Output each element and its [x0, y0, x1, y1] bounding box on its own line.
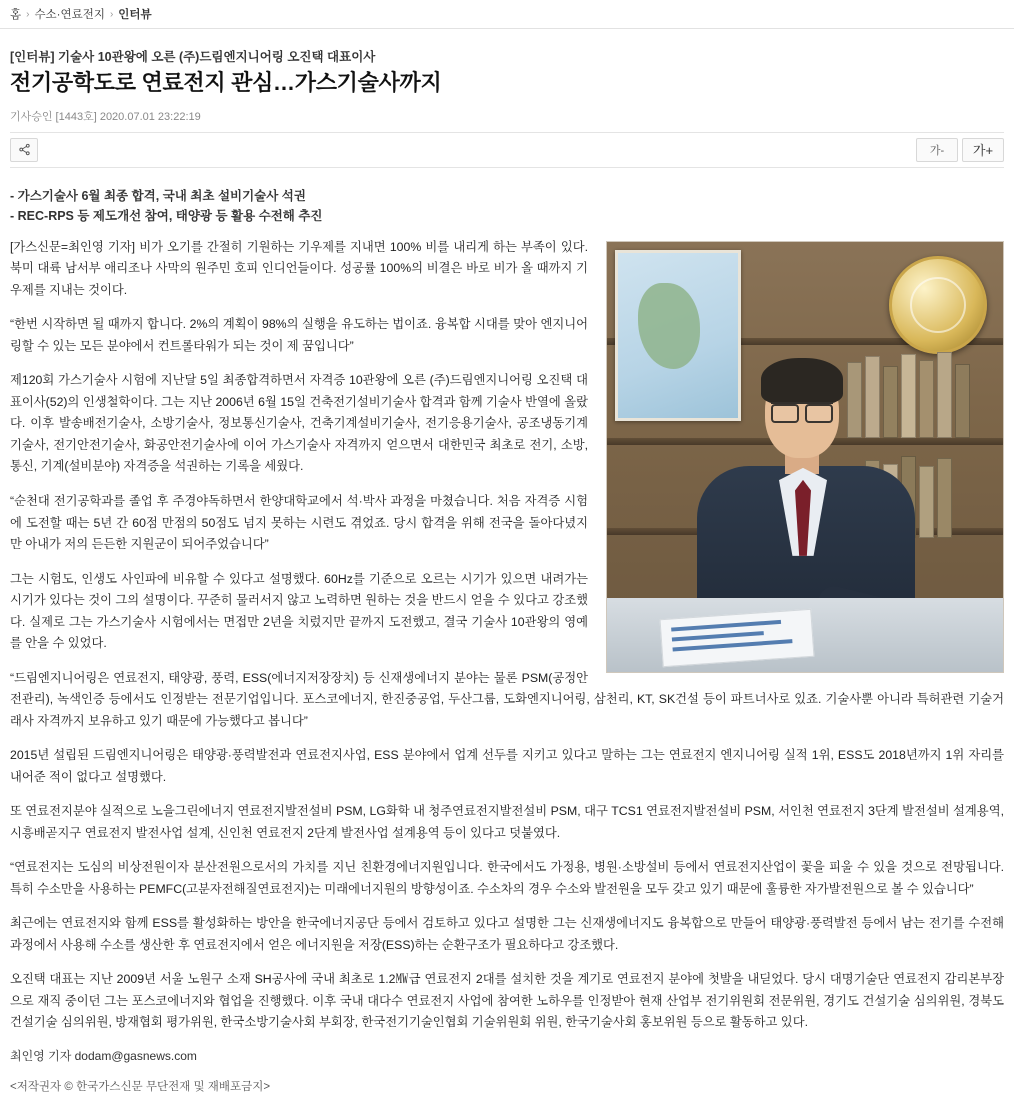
article-header	[0, 29, 1014, 124]
article-paragraph: 제120회 가스기술사 시험에 지난달 5일 최종합격하면서 자격증 10관왕에 오른 (주)드림엔지니어링 오진택 대표이사(52)의 인생철학이다. 그는 지난 2006년 6월 15일 건축전기설비기술사 합격과 함께 기술사 반열에 올랐다. 이후 발송배전기술사, 소방기술사, 정보통신기술사, 건축기계설비기술사, 전기응용기술사, 공조냉동기계기술사, 전기안전기술사, 화공안전기술사에 이어 가스기술사 자격까지 얻으면서 대한민국 최초로 전기, 소방, 통신, 기계(설비분야) 자격증을 석권하는 기록을 세웠다.	[10, 373, 588, 474]
article-paragraph: “연료전지는 도심의 비상전원이자 분산전원으로서의 가치를 지닌 친환경에너지원입니다. 한국에서도 가정용, 병원·소방설비 등에서 연료전지산업이 꽃을 피울 수 있을 것으로 전망됩니다. 특히 수소만을 사용하는 PEMFC(고분자전해질연료전지)는 미래에너지원의 방향성이죠. 수소차의 경우 수소와 발전원을 모두 갖고 있기 때문에 훌륭한 자가발전원으로 볼 수 있습니다”	[10, 860, 1004, 896]
font-decrease-button[interactable]: 가-	[916, 138, 958, 162]
article-photo-wrapper	[606, 241, 1004, 673]
breadcrumb-item-hydrogen-fuelcell[interactable]: 수소·연료전지	[34, 9, 105, 21]
page-title: 전기공학도로 연료전지 관심…가스기술사까지	[10, 70, 442, 95]
breadcrumb-item-interview[interactable]: 인터뷰	[118, 9, 152, 21]
share-icon	[18, 143, 31, 156]
photo-binder	[955, 364, 970, 438]
breadcrumb-separator-icon: ›	[26, 8, 30, 20]
article-body	[10, 237, 1004, 1034]
article-paragraph: 최근에는 연료전지와 함께 ESS를 활성화하는 방안을 한국에너지공단 등에서 검토하고 있다고 설명한 그는 신재생에너지도 융복합으로 만들어 태양광·풍력발전 등에서 남는 전기를 수전해 과정에서 사용해 수소를 생산한 후 연료전지에서 얻은 에너지원을 저장(ESS)하는 순환구조가 필요하다고 강조했다.	[10, 916, 1004, 952]
article-paragraph: “한번 시작하면 될 때까지 합니다. 2%의 계획이 98%의 실행을 유도하는 법이죠. 융복합 시대를 맞아 엔지니어링할 수 있는 모든 분야에서 컨트롤타워가 되는 것이 제 꿈입니다”	[10, 317, 588, 353]
breadcrumb-separator-icon: ›	[109, 8, 114, 20]
photo-binder	[937, 352, 952, 438]
breadcrumb-item-home[interactable]: 홈	[10, 9, 22, 21]
summary-line: - REC-RPS 등 제도개선 참여, 태양광 등 활용 수전해 추진	[10, 209, 323, 224]
article-paragraph: “드림엔지니어링은 연료전지, 태양광, 풍력, ESS(에너지저장장치) 등 신재생에너지 분야는 물론 PSM(공정안전관리), 녹색인증 등에서도 인정받는 전문기업입니다. 포스코에너지, 한진중공업, 두산그룹, 도화엔지니어링, 삼천리, KT, SK건설 등이 파트너사로 있죠. 기술사뿐 아니라 특허관련 기술거래사 자격까지 보유하고 있기 때문에 가능했다고 봅니다”	[10, 670, 1004, 728]
photo-award-plaque	[889, 256, 987, 354]
reporter-contact: 최인영 기자 dodam@gasnews.com	[10, 1048, 197, 1063]
article-photo	[606, 241, 1004, 673]
photo-document-line	[672, 631, 764, 641]
article-paragraph: [가스신문=최인영 기자] 비가 오기를 간절히 기원하는 기우제를 지내면 100% 비를 내리게 하는 부족이 있다. 북미 대륙 남서부 애리조나 사막의 원주민 호피 인디언들이다. 성공률 100%의 비결은 바로 비가 올 때까지 기우제를 지내는 것이다.	[10, 239, 588, 297]
article-toolbar	[10, 132, 1004, 168]
article-byline: 기사승인 [1443호] 2020.07.01 23:22:19	[10, 110, 201, 123]
breadcrumb	[0, 0, 1014, 29]
font-increase-button[interactable]: 가+	[962, 138, 1004, 162]
photo-document-line	[673, 639, 793, 651]
article-summary	[10, 186, 1004, 227]
article-paragraph: 2015년 설립된 드림엔지니어링은 태양광·풍력발전과 연료전지사업, ESS 분야에서 업계 선두를 지키고 있다고 말하는 그는 연료전지 엔지니어링 실적 1위, ESS도 2018년까지 1위 자리를 내어준 적이 없다고 설명했다.	[10, 748, 1004, 784]
photo-glasses-lens	[771, 404, 799, 423]
article-paragraph: “순천대 전기공학과를 졸업 후 주경야독하면서 한양대학교에서 석·박사 과정을 마쳤습니다. 처음 자격증 시험에 도전할 때는 5년 간 60점 만점의 50점도 넘지 못하는 시련도 겪었죠. 당시 합격을 위해 전국을 돌아다녔지만 아내가 저의 든든한 지원군이 되어주었습니다”	[10, 494, 588, 552]
photo-document-line	[671, 620, 781, 632]
photo-binder	[937, 458, 952, 538]
article-paragraph: 또 연료전지분야 실적으로 노을그린에너지 연료전지발전설비 PSM, LG화학 내 청주연료전지발전설비 PSM, 대구 TCS1 연료전지발전설비 PSM, 서인천 연료전지 3단계 발전설비 설계용역, 시흥배곧지구 연료전지 발전사업 설계, 신인천 연료전지 2단계 발전사업 설계용역 등이 있다고 덧붙였다.	[10, 804, 1004, 840]
font-size-controls	[916, 138, 1004, 162]
article-paragraph: 그는 시험도, 인생도 사인파에 비유할 수 있다고 설명했다. 60Hz를 기준으로 오르는 시기가 있으면 내려가는 시기가 있다는 것이 그의 설명이다. 꾸준히 물러서지 않고 노력하면 원하는 것을 반드시 얻을 수 있다고 강조했다. 실제로 그는 가스기술사 시험에서는 면접만 2년을 치렀지만 끝까지 도전했고, 결국 기술사 10관왕의 영예를 안을 수 있었다.	[10, 571, 588, 651]
summary-line: - 가스기술사 6월 최종 합격, 국내 최초 설비기술사 석권	[10, 188, 306, 203]
photo-glasses-lens	[805, 404, 833, 423]
article-kicker: [인터뷰] 기술사 10관왕에 오른 (주)드림엔지니어링 오진택 대표이사	[10, 50, 376, 64]
photo-person-hair	[761, 358, 843, 404]
article-paragraph: 오진택 대표는 지난 2009년 서울 노원구 소재 SH공사에 국내 최초로 1.2㎿급 연료전지 2대를 설치한 것을 계기로 연료전지 분야에 첫발을 내딛었다. 당시 대명기술단 연료전지 감리본부장으로 재직 중이던 그는 포스코에너지와 협업을 진행했다. 이후 국내 대다수 연료전지 사업에 참여한 노하우를 인정받아 현재 산업부 전기위원회 전문위원, 경기도 건설기술 심의위원, 경북도 건설기술 심의위원, 방재협회 평가위원, 한국소방기술사회 부회장, 한국전기기술인협회 기술위원회 위원, 한국기술사회 홍보위원 등으로 활동하고 있다.	[10, 972, 1004, 1030]
copyright-notice: <저작권자 © 한국가스신문 무단전재 및 재배포금지>	[10, 1080, 271, 1093]
photo-person-glasses	[771, 402, 833, 419]
share-button[interactable]	[10, 138, 38, 162]
